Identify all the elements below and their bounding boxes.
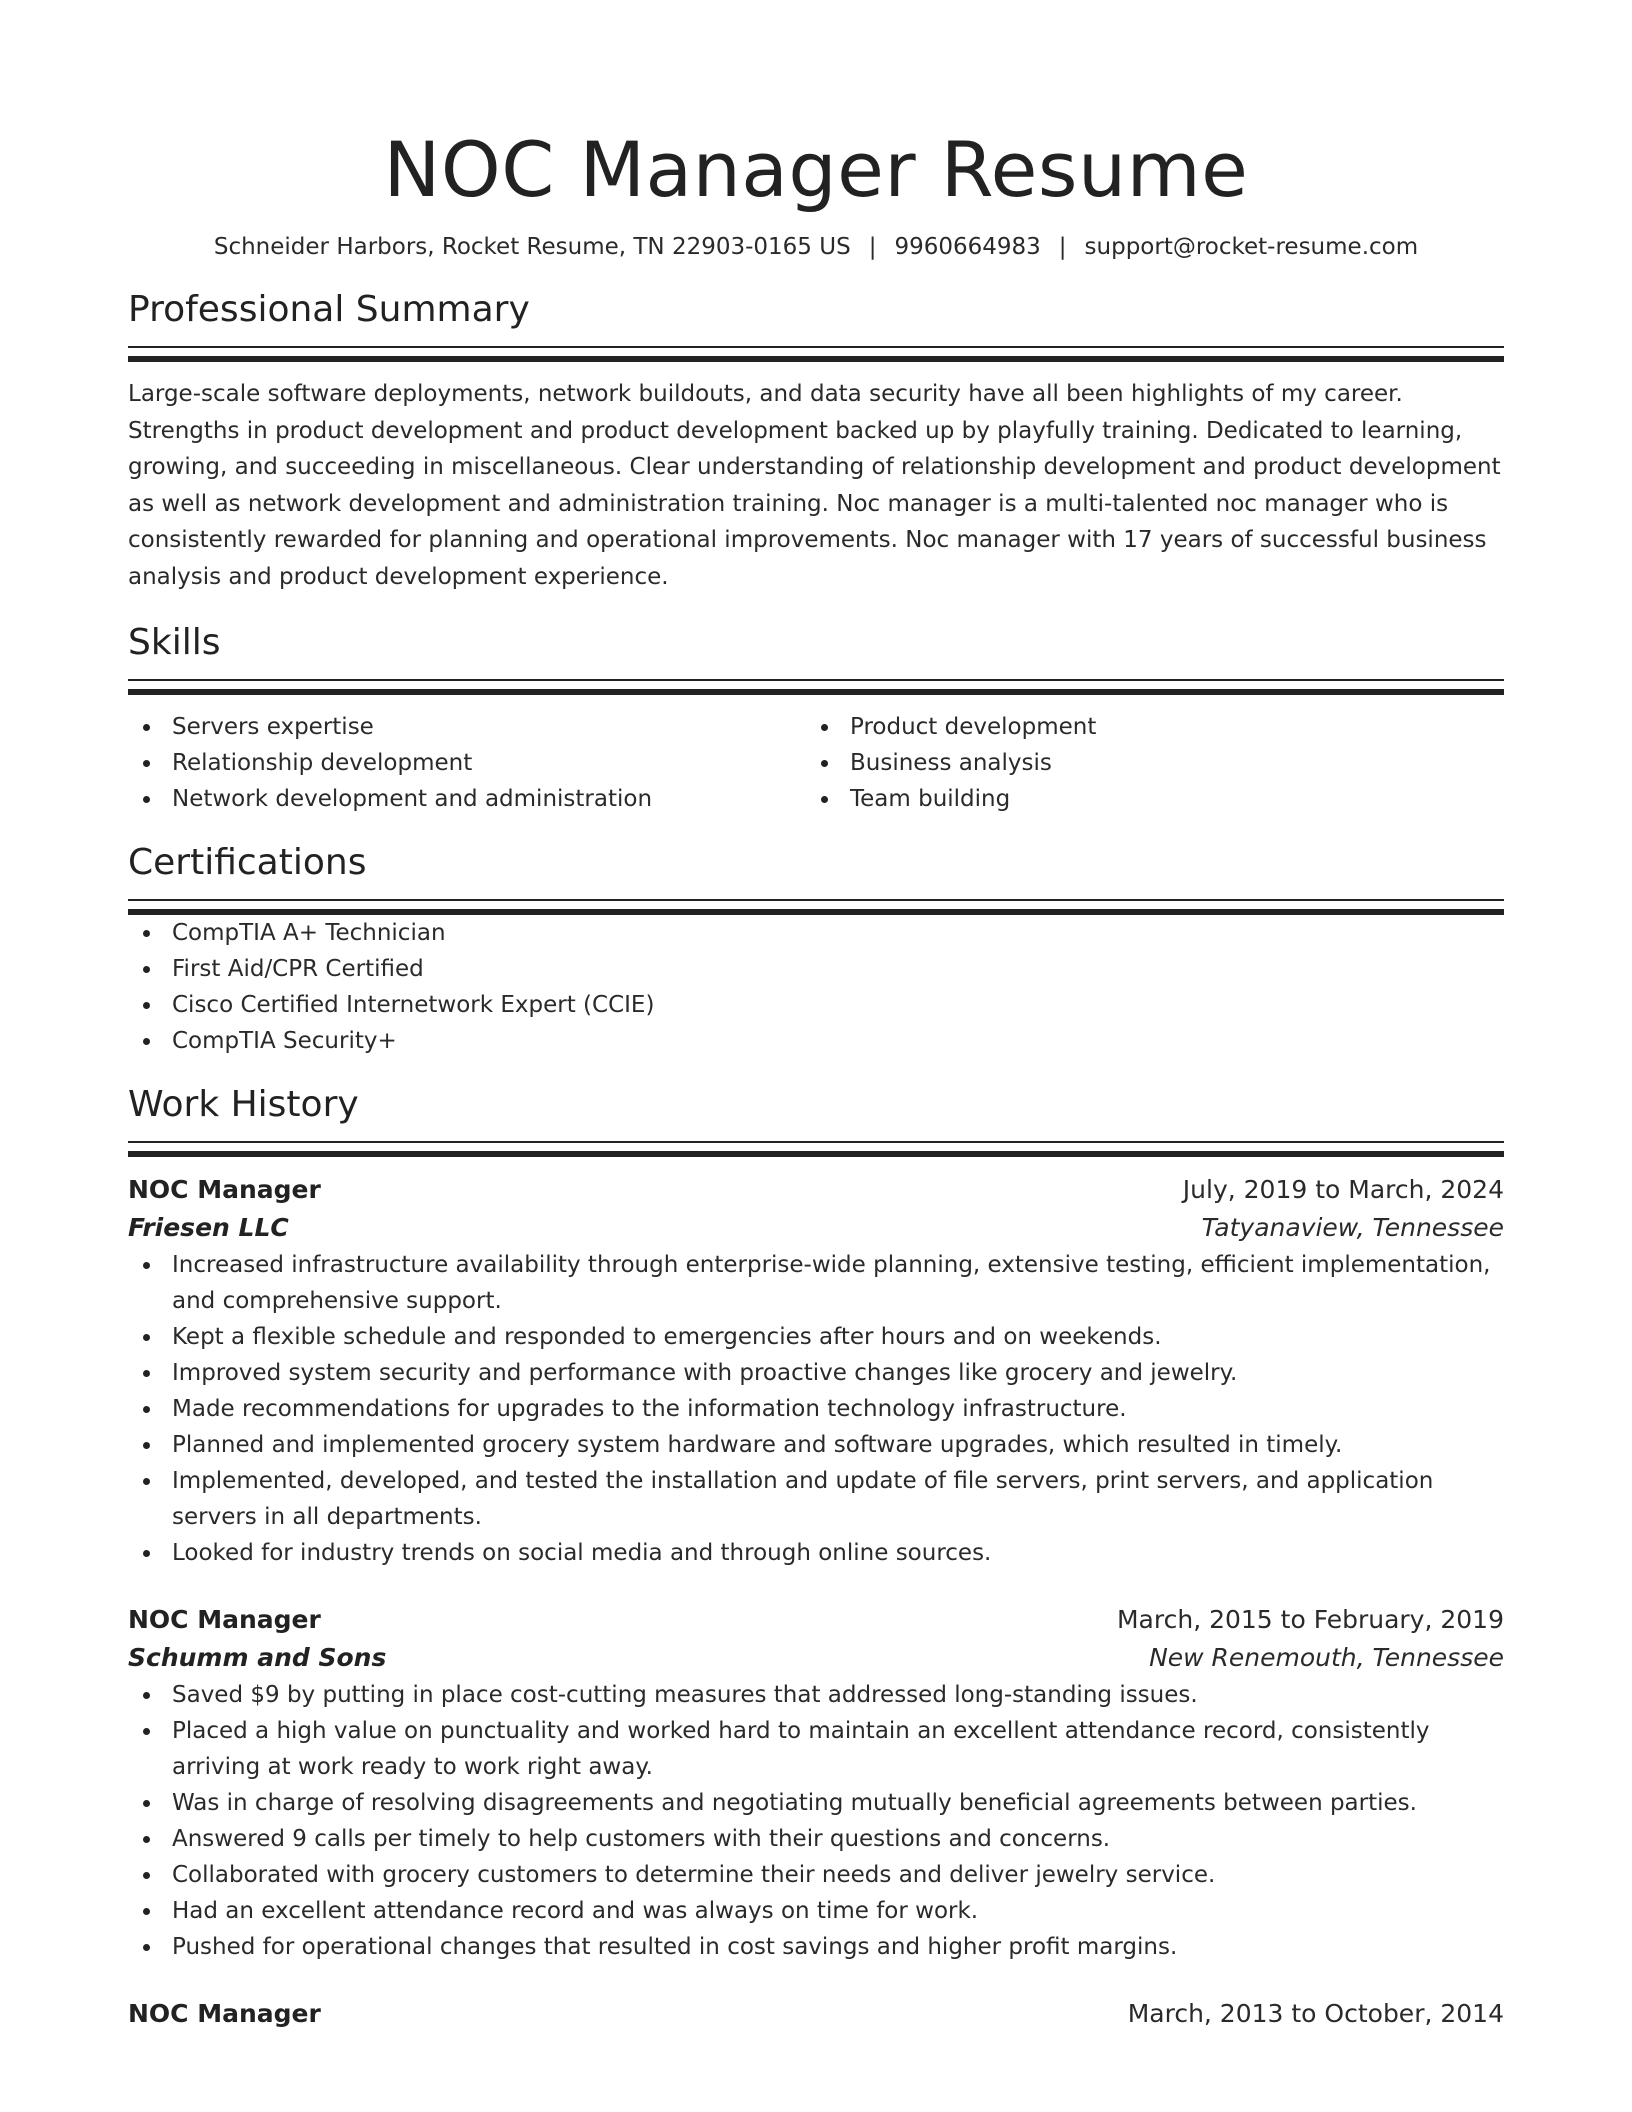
professional-summary-section — [128, 288, 1504, 595]
skill-item: Team building — [806, 781, 1484, 817]
skill-item: Network development and administration — [128, 781, 806, 817]
skill-item: Business analysis — [806, 745, 1484, 781]
job-location: New Renemouth, Tennessee — [1149, 1643, 1504, 1672]
job-title: NOC Manager — [128, 1999, 321, 2028]
job-dates: March, 2015 to February, 2019 — [1116, 1605, 1504, 1634]
work-history-section — [128, 1083, 1504, 2033]
section-divider — [128, 346, 1504, 362]
certifications-section — [128, 841, 1504, 1059]
certification-item: CompTIA A+ Technician — [128, 915, 1504, 951]
job-header-row — [128, 1995, 1504, 2033]
contact-separator: | — [868, 234, 877, 260]
job-duty-item: Looked for industry trends on social media and through online sources. — [128, 1535, 1504, 1571]
job-employer-row — [128, 1209, 1504, 1247]
job-duties-list — [128, 1677, 1504, 1965]
resume-page — [128, 0, 1504, 2033]
section-divider — [128, 899, 1504, 915]
skill-item: Servers expertise — [128, 709, 806, 745]
job-title: NOC Manager — [128, 1605, 321, 1634]
certification-item: CompTIA Security+ — [128, 1023, 1504, 1059]
contact-line — [128, 230, 1504, 264]
job-location: Tatyanaview, Tennessee — [1201, 1213, 1504, 1242]
summary-text: Large-scale software deployments, network buildouts, and data security have all been highlights of my career. Strengths in product development and product development backed up by playfully training. Dedicated to learning, growing, and succeeding in miscellaneous. Clear understanding of relationship development and product development as well as network development and administration training. Noc manager is a multi-talented noc manager who is consistently rewarded for planning and operational improvements. Noc manager with 17 years of successful business analysis and product development experience. — [128, 381, 1501, 590]
job-duty-item: Saved $9 by putting in place cost-cutting measures that addressed long-standing issues. — [128, 1677, 1504, 1713]
job-duty-item: Answered 9 calls per timely to help customers with their questions and concerns. — [128, 1821, 1504, 1857]
section-heading: Skills — [128, 622, 221, 663]
contact-email: support@rocket-resume.com — [1084, 234, 1419, 260]
skills-section — [128, 621, 1504, 817]
job-header-row — [128, 1601, 1504, 1639]
job-duty-item: Kept a flexible schedule and responded to emergencies after hours and on weekends. — [128, 1319, 1504, 1355]
section-divider — [128, 679, 1504, 695]
job-employer-row — [128, 1639, 1504, 1677]
contact-separator: | — [1058, 234, 1067, 260]
certification-item: First Aid/CPR Certified — [128, 951, 1504, 987]
job-duty-item: Implemented, developed, and tested the installation and update of file servers, print servers, and application servers in all departments. — [128, 1463, 1504, 1535]
job-duty-item: Increased infrastructure availability through enterprise-wide planning, extensive testing, efficient implementation, and comprehensive support. — [128, 1247, 1504, 1319]
job-company: Schumm and Sons — [128, 1643, 387, 1672]
skills-column-right — [806, 709, 1484, 817]
job-duty-item: Pushed for operational changes that resulted in cost savings and higher profit margins. — [128, 1929, 1504, 1965]
job-duty-item: Planned and implemented grocery system hardware and software upgrades, which resulted in timely. — [128, 1427, 1504, 1463]
skill-item: Relationship development — [128, 745, 806, 781]
job-duty-item: Collaborated with grocery customers to determine their needs and deliver jewelry service. — [128, 1857, 1504, 1893]
section-heading: Professional Summary — [128, 289, 530, 330]
job-duty-item: Was in charge of resolving disagreements and negotiating mutually beneficial agreements between parties. — [128, 1785, 1504, 1821]
job-duties-list — [128, 1247, 1504, 1571]
certifications-list — [128, 915, 1504, 1059]
job-duty-item: Improved system security and performance with proactive changes like grocery and jewelry. — [128, 1355, 1504, 1391]
job-duty-item: Had an excellent attendance record and was always on time for work. — [128, 1893, 1504, 1929]
contact-phone: 9960664983 — [894, 234, 1041, 260]
skill-item: Product development — [806, 709, 1484, 745]
job-dates: July, 2019 to March, 2024 — [1182, 1175, 1504, 1204]
job-entry — [128, 1601, 1504, 1965]
job-title: NOC Manager — [128, 1175, 321, 1204]
certification-item: Cisco Certified Internetwork Expert (CCIE) — [128, 987, 1504, 1023]
job-dates: March, 2013 to October, 2014 — [1127, 1999, 1504, 2028]
skills-column-left — [128, 709, 806, 817]
contact-address: Schneider Harbors, Rocket Resume, TN 22903-0165 US — [213, 234, 851, 260]
job-duty-item: Made recommendations for upgrades to the information technology infrastructure. — [128, 1391, 1504, 1427]
job-entry — [128, 1171, 1504, 1571]
section-divider — [128, 1141, 1504, 1157]
job-header-row — [128, 1171, 1504, 1209]
job-company: Friesen LLC — [128, 1213, 289, 1242]
job-duty-item: Placed a high value on punctuality and worked hard to maintain an excellent attendance record, consistently arriving at work ready to work right away. — [128, 1713, 1504, 1785]
section-heading: Work History — [128, 1084, 359, 1125]
resume-title: NOC Manager Resume — [383, 125, 1249, 214]
skills-grid — [128, 709, 1504, 817]
section-heading: Certifications — [128, 842, 367, 883]
job-entry — [128, 1995, 1504, 2033]
